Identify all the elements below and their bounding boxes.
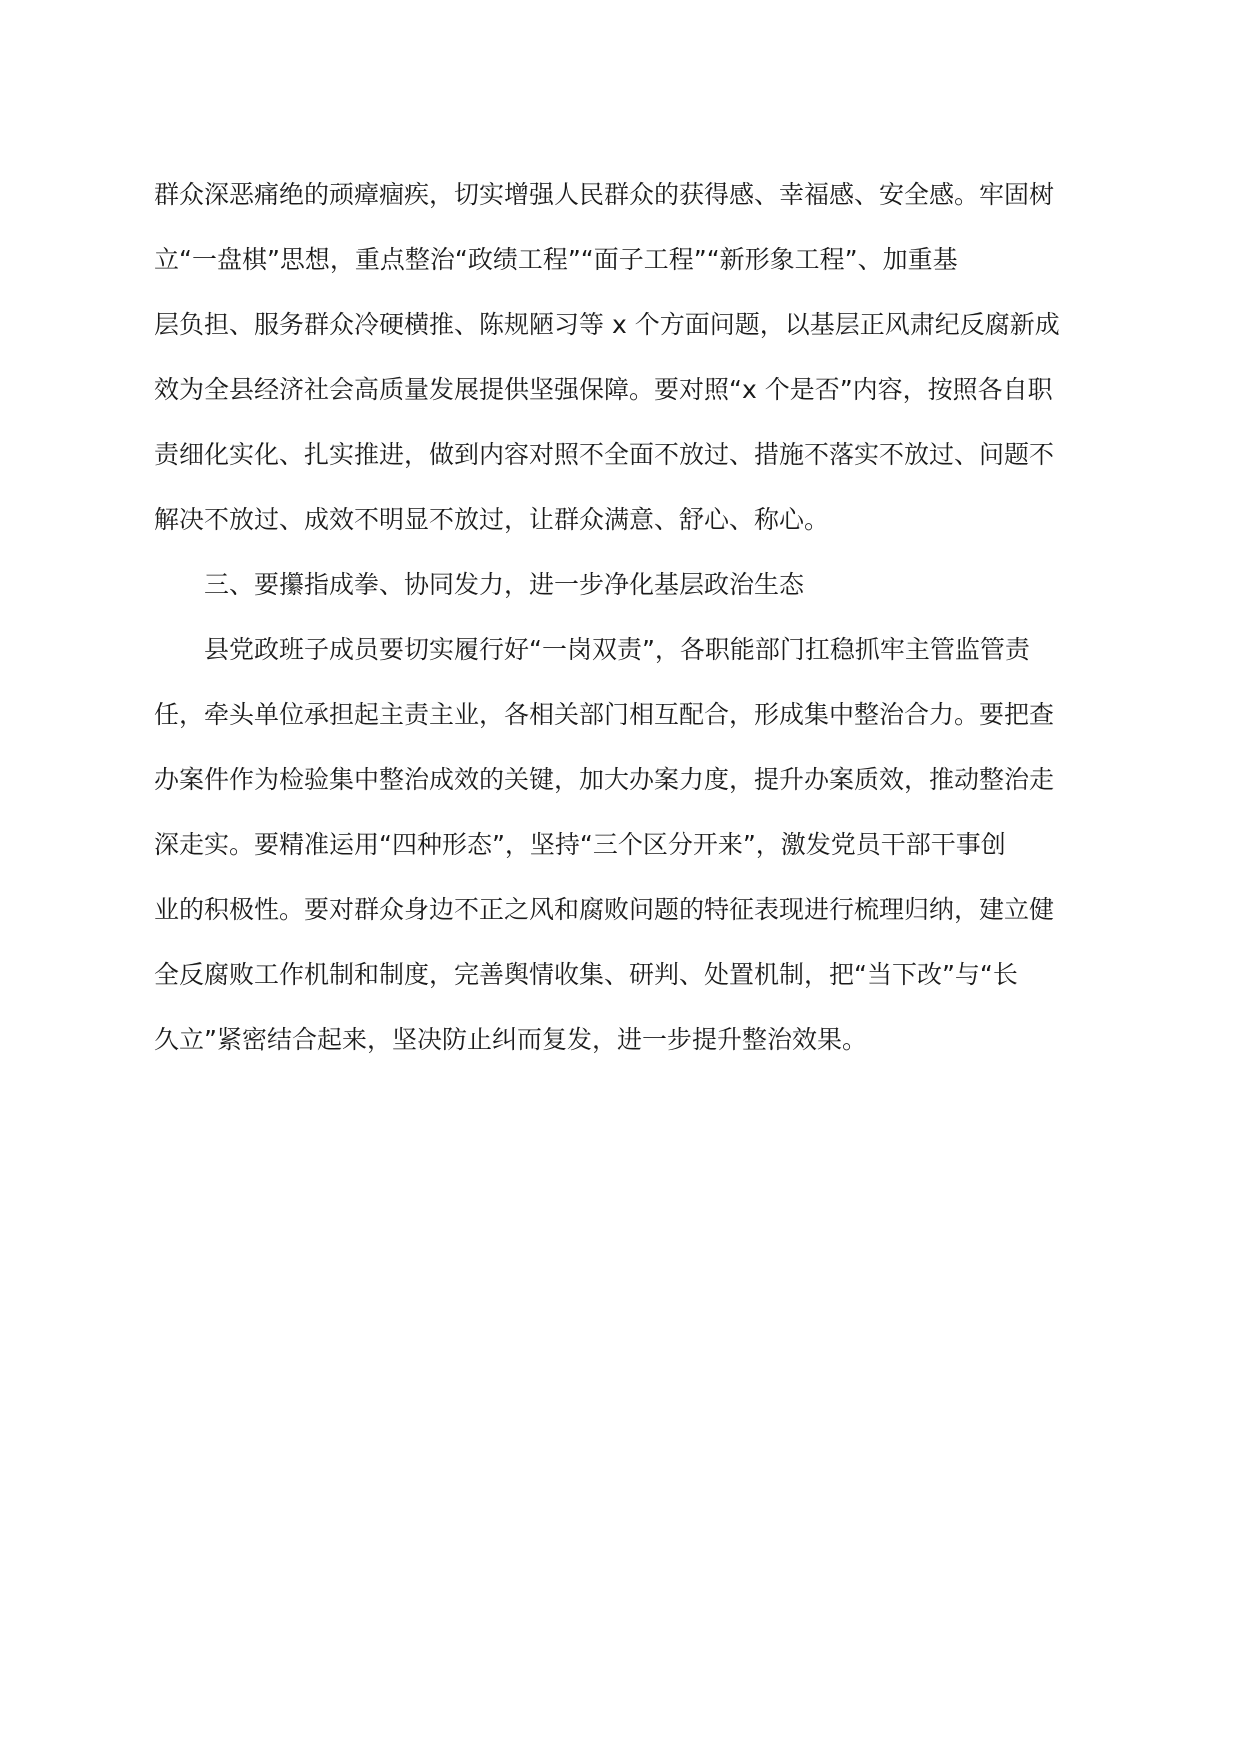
text-line: 层负担、服务群众冷硬横推、陈规陋习等 x 个方面问题，以基层正风肃纪反腐新成 bbox=[154, 310, 1060, 339]
paragraph-continuation bbox=[154, 162, 1086, 552]
text-line: 县党政班子成员要切实履行好“一岗双责”，各职能部门扛稳抓牢主管监管责 bbox=[204, 635, 1030, 664]
text-line: 责细化实化、扎实推进，做到内容对照不全面不放过、措施不落实不放过、问题不 bbox=[154, 440, 1055, 469]
text-line: 久立”紧密结合起来，坚决防止纠而复发，进一步提升整治效果。 bbox=[154, 1025, 867, 1054]
document-body bbox=[154, 162, 1086, 1072]
text-line: 全反腐败工作机制和制度，完善舆情收集、研判、处置机制，把“当下改”与“长 bbox=[154, 960, 1018, 989]
text-line: 立“一盘棋”思想，重点整治“政绩工程”“面子工程”“新形象工程”、加重基 bbox=[154, 245, 958, 274]
paragraph-section-3 bbox=[154, 617, 1086, 1072]
section-heading: 三、要攥指成拳、协同发力，进一步净化基层政治生态 bbox=[204, 570, 805, 599]
text-line: 任，牵头单位承担起主责主业，各相关部门相互配合，形成集中整治合力。要把查 bbox=[154, 700, 1055, 729]
text-line: 深走实。要精准运用“四种形态”，坚持“三个区分开来”，激发党员干部干事创 bbox=[154, 830, 1006, 859]
text-line: 群众深恶痛绝的顽瘴痼疾，切实增强人民群众的获得感、幸福感、安全感。牢固树 bbox=[154, 180, 1055, 209]
text-line: 办案件作为检验集中整治成效的关键，加大办案力度，提升办案质效，推动整治走 bbox=[154, 765, 1055, 794]
text-line: 效为全县经济社会高质量发展提供坚强保障。要对照“x 个是否”内容，按照各自职 bbox=[154, 375, 1053, 404]
text-line: 解决不放过、成效不明显不放过，让群众满意、舒心、称心。 bbox=[154, 505, 830, 534]
text-line: 业的积极性。要对群众身边不正之风和腐败问题的特征表现进行梳理归纳，建立健 bbox=[154, 895, 1055, 924]
